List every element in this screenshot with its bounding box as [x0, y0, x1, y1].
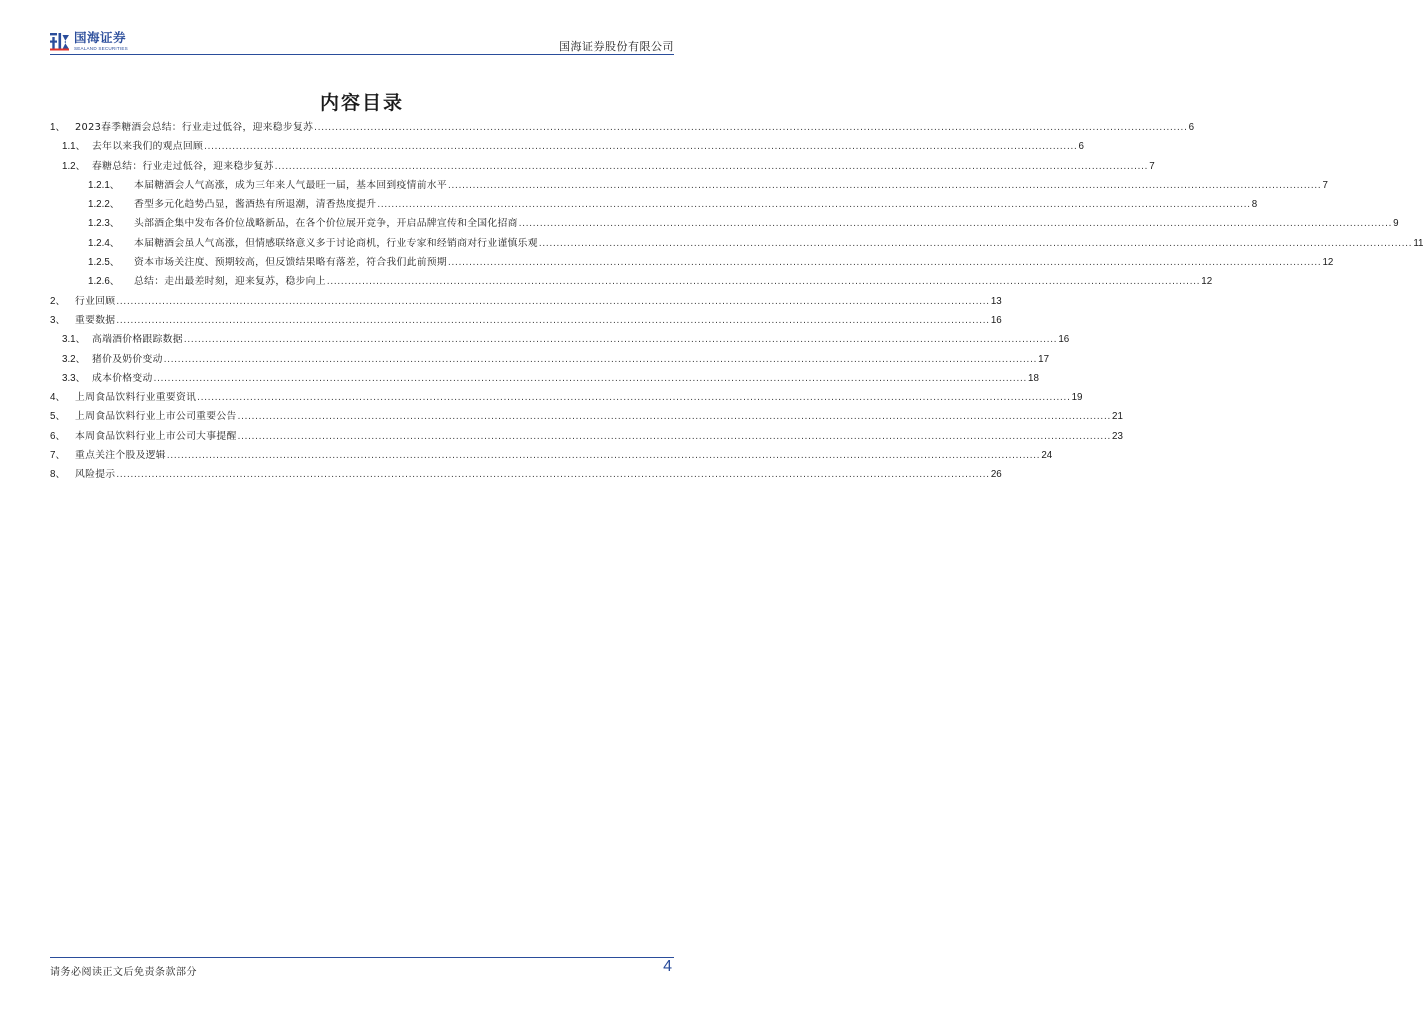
- logo-english-name: SEALAND SECURITIES: [74, 45, 128, 51]
- toc-page: 26: [990, 469, 1002, 481]
- toc-title: 风险提示: [75, 469, 116, 481]
- toc-title: 头部酒企集中发布各价位战略新品，在各个价位展开竞争，开启品牌宣传和全国化招商: [134, 218, 518, 230]
- toc-title: 本周食品饮料行业上市公司大事提醒: [75, 430, 237, 442]
- toc-number: 1.2.5、: [88, 257, 120, 269]
- toc-leader: [116, 315, 989, 326]
- toc-number: 2、: [50, 295, 66, 307]
- toc-title: 本届糖酒会人气高涨，成为三年来人气最旺一届，基本回到疫情前水平: [134, 179, 448, 191]
- toc-number: 1.2.3、: [88, 218, 120, 230]
- toc-title: 高端酒价格跟踪数据: [92, 334, 183, 346]
- toc-entry[interactable]: [50, 331, 1070, 350]
- toc-leader: [197, 392, 1070, 403]
- toc-title: 上周食品饮料行业重要资讯: [75, 392, 197, 404]
- footer-disclaimer: 请务必阅读正文后免责条款部分: [50, 967, 197, 978]
- toc-page: 6: [1078, 141, 1084, 153]
- toc-title: 成本价格变动: [92, 372, 153, 384]
- toc-page: 21: [1112, 411, 1123, 423]
- toc-number: 1.2.4、: [88, 237, 120, 249]
- toc-leader: [275, 161, 1148, 172]
- toc-title: 本届糖酒会虽人气高涨，但情感联络意义多于讨论商机，行业专家和经销商对行业谨慎乐观: [134, 237, 538, 249]
- toc-leader: [448, 257, 1321, 268]
- toc-title: 资本市场关注度、预期较高，但反馈结果略有落差，符合我们此前预期: [134, 257, 448, 269]
- toc-number: 1.2.1、: [88, 179, 120, 191]
- toc-number: 3.3、: [62, 372, 86, 384]
- toc-leader: [204, 141, 1077, 152]
- toc-title: 总结：走出最差时刻，迎来复苏，稳步向上: [134, 276, 326, 288]
- toc-entry[interactable]: [50, 408, 1123, 427]
- toc-entry[interactable]: [50, 293, 1002, 312]
- toc-entry[interactable]: [50, 254, 1334, 273]
- toc-page: 16: [1058, 334, 1070, 346]
- logo-chinese-name: 国海证券: [74, 30, 127, 46]
- toc-page: 17: [1038, 353, 1050, 365]
- page-header: [50, 30, 674, 54]
- toc-number: 1.2、: [62, 160, 86, 172]
- toc-entry[interactable]: [50, 389, 1083, 408]
- toc-title: 去年以来我们的观点回顾: [92, 141, 204, 153]
- toc-entry[interactable]: [50, 158, 1155, 177]
- company-logo: [50, 30, 128, 54]
- toc-title: 2023春季糖酒会总结：行业走过低谷，迎来稳步复苏: [75, 122, 314, 133]
- toc-number: 5、: [50, 411, 66, 423]
- toc-number: 1.1、: [62, 141, 86, 153]
- sealand-logo-icon: [50, 32, 70, 52]
- toc-leader: [539, 238, 1412, 249]
- toc-leader: [238, 411, 1111, 422]
- toc-page: 12: [1201, 276, 1213, 288]
- toc-page: 24: [1041, 450, 1053, 462]
- toc-title: 重点关注个股及逻辑: [75, 450, 166, 462]
- toc-page: 7: [1322, 179, 1328, 191]
- toc-leader: [184, 334, 1057, 345]
- toc-leader: [167, 450, 1040, 461]
- toc-page: 11: [1413, 237, 1423, 249]
- toc-entry[interactable]: [50, 312, 1002, 331]
- toc-number: 1.2.2、: [88, 199, 120, 211]
- toc-page: 6: [1188, 122, 1195, 133]
- toc-entry[interactable]: [50, 196, 1258, 215]
- toc-number: 3.2、: [62, 353, 86, 365]
- toc-entry[interactable]: [50, 138, 1084, 157]
- toc-title: 重要数据: [75, 314, 116, 326]
- toc-entry[interactable]: [50, 447, 1053, 466]
- toc-title: 猪价及奶价变动: [92, 353, 163, 365]
- toc-leader: [116, 469, 989, 480]
- company-name: 国海证券股份有限公司: [559, 40, 674, 53]
- toc-leader: [448, 180, 1321, 191]
- toc-entry[interactable]: [50, 215, 1399, 234]
- toc-number: 1.2.6、: [88, 276, 120, 288]
- toc-title: 香型多元化趋势凸显，酱酒热有所退潮，清香热度提升: [134, 199, 377, 211]
- toc-entry[interactable]: [50, 273, 1213, 292]
- table-of-contents: [50, 119, 1423, 486]
- toc-entry[interactable]: [50, 177, 1328, 196]
- toc-entry[interactable]: [50, 466, 1002, 485]
- toc-number: 1、: [50, 122, 66, 133]
- toc-leader: [116, 296, 989, 307]
- toc-leader: [377, 199, 1250, 210]
- toc-leader: [164, 354, 1037, 365]
- toc-leader: [519, 218, 1392, 229]
- toc-number: 3、: [50, 314, 66, 326]
- toc-number: 7、: [50, 450, 66, 462]
- toc-leader: [314, 122, 1187, 133]
- page-number: 4: [663, 958, 672, 975]
- toc-leader: [154, 373, 1027, 384]
- toc-title: 春糖总结：行业走过低谷，迎来稳步复苏: [92, 160, 274, 172]
- toc-title: 行业回顾: [75, 295, 116, 307]
- toc-entry[interactable]: [50, 428, 1123, 447]
- toc-number: 6、: [50, 430, 66, 442]
- toc-page: 16: [990, 314, 1002, 326]
- toc-page: 23: [1112, 430, 1123, 442]
- page-title: 内容目录: [319, 92, 404, 114]
- toc-page: 12: [1322, 257, 1334, 269]
- toc-page: 8: [1251, 199, 1258, 211]
- toc-page: 13: [990, 295, 1002, 307]
- toc-entry[interactable]: [50, 235, 1423, 254]
- toc-entry[interactable]: [50, 119, 1195, 138]
- toc-leader: [327, 276, 1200, 287]
- toc-page: 18: [1028, 372, 1039, 384]
- toc-number: 8、: [50, 469, 66, 481]
- toc-entry[interactable]: [50, 370, 1039, 389]
- toc-title: 上周食品饮料行业上市公司重要公告: [75, 411, 237, 423]
- toc-entry[interactable]: [50, 351, 1050, 370]
- toc-leader: [238, 431, 1111, 442]
- toc-number: 3.1、: [62, 334, 86, 346]
- header-divider: [50, 54, 674, 55]
- toc-page: 7: [1149, 160, 1155, 172]
- toc-number: 4、: [50, 392, 66, 404]
- toc-page: 19: [1071, 392, 1083, 404]
- toc-page: 9: [1393, 218, 1399, 230]
- footer-divider: [50, 957, 674, 958]
